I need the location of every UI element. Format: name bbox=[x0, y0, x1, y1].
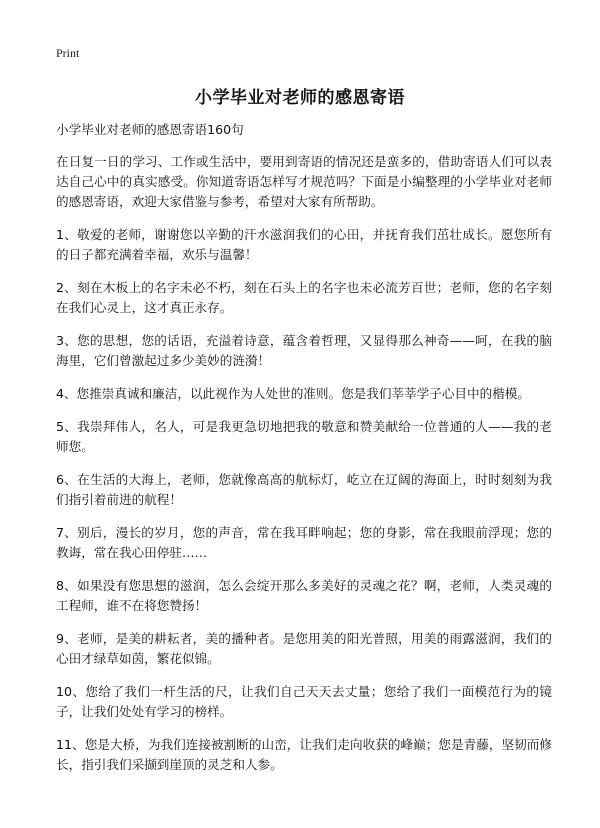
list-item: 11、您是大桥，为我们连接被割断的山峦，让我们走向收获的峰巅；您是青藤，坚韧而修长，指引我们采撷到崖顶的灵芝和人参。 bbox=[56, 737, 552, 772]
list-item: 8、如果没有您思想的滋润，怎么会绽开那么多美好的灵魂之花？啊，老师，人类灵魂的工程师，谁不在将您赞扬！ bbox=[56, 578, 552, 613]
page-title: 小学毕业对老师的感恩寄语 bbox=[195, 88, 405, 108]
list-item: 3、您的思想，您的话语，充溢着诗意，蕴含着哲理，又显得那么神奇——呵，在我的脑海里，它们曾激起过多少美妙的涟漪！ bbox=[56, 333, 552, 368]
article-subtitle: 小学毕业对老师的感恩寄语160句 bbox=[56, 122, 244, 137]
list-item: 9、老师，是美的耕耘者，美的播种者。是您用美的阳光普照，用美的雨露滋润，我们的心田才绿草如茵，繁花似锦。 bbox=[56, 631, 552, 666]
print-label: Print bbox=[56, 46, 80, 60]
list-item: 2、刻在木板上的名字未必不朽，刻在石头上的名字也未必流芳百世；老师，您的名字刻在我们心灵上，这才真正永存。 bbox=[56, 280, 552, 315]
intro-paragraph: 在日复一日的学习、工作或生活中，要用到寄语的情况还是蛮多的，借助寄语人们可以表达自己心中的真实感受。你知道寄语怎样写才规范吗？下面是小编整理的小学毕业对老师的感恩寄语，欢迎大家借鉴与参考，希望对大家有所帮助。 bbox=[56, 154, 552, 209]
list-item: 7、别后，漫长的岁月，您的声音，常在我耳畔响起；您的身影，常在我眼前浮现；您的教诲，常在我心田停驻…… bbox=[56, 525, 552, 560]
list-item: 6、在生活的大海上，老师，您就像高高的航标灯，屹立在辽阔的海面上，时时刻刻为我们指引着前进的航程！ bbox=[56, 472, 552, 507]
list-item: 10、您给了我们一杆生活的尺，让我们自己天天去丈量；您给了我们一面模范行为的镜子，让我们处处有学习的榜样。 bbox=[56, 684, 552, 719]
list-item: 4、您推崇真诚和廉洁，以此视作为人处世的准则。您是我们莘莘学子心目中的楷模。 bbox=[56, 386, 530, 401]
article-body bbox=[56, 120, 552, 788]
list-item: 1、敬爱的老师，谢谢您以辛勤的汗水滋润我们的心田，并抚育我们茁壮成长。愿您所有的日子都充满着幸福，欢乐与温馨！ bbox=[56, 227, 552, 262]
list-item: 5、我崇拜伟人，名人，可是我更急切地把我的敬意和赞美献给一位普通的人——我的老师您。 bbox=[56, 419, 552, 454]
